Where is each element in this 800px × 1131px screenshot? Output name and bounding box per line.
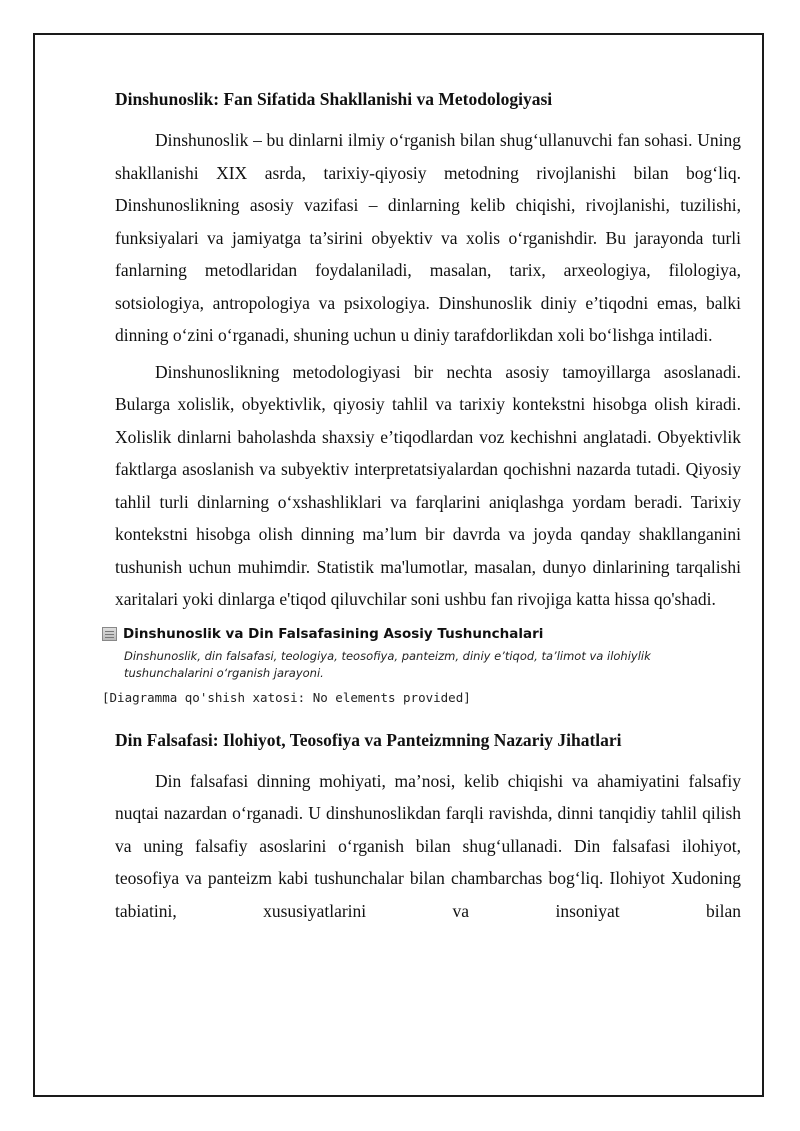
- diagram-icon: [102, 627, 117, 641]
- section2-paragraph-1: Din falsafasi dinning mohiyati, ma’nosi, kelib chiqishi va ahamiyatini falsafiy nuqtai nazardan o‘rganadi. U dinshunoslikdan farqli ravishda, dinni tanqidiy tahlil qilish va uning falsafiy asoslarini o‘rganish bilan shug‘ullanadi. Din falsafasi ilohiyot, teosofiya va panteizm kabi tushunchalar bilan chambarchas bog‘liq. Ilohiyot Xudoning tabiatini, xususiyatlarini va insoniyat bilan: [115, 770, 741, 921]
- diagram-description: Dinshunoslik, din falsafasi, teologiya, teosofiya, panteizm, diniy e’tiqod, ta’limot va ilohiylik tushunchalarini o‘rganish jarayoni.: [124, 648, 651, 680]
- section1-heading: Dinshunoslik: Fan Sifatida Shakllanishi va Metodologiyasi: [115, 89, 553, 109]
- document-content: [102, 88, 741, 931]
- section1-paragraph-1: Dinshunoslik – bu dinlarni ilmiy o‘rganish bilan shug‘ullanuvchi fan sohasi. Uning shakllanishi XIX asrda, tarixiy-qiyosiy metodning rivojlanishi bilan bog‘liq. Dinshunoslikning asosiy vazifasi – dinlarning kelib chiqishi, rivojlanishi, tuzilishi, funksiyalari va jamiyatga ta’sirini obyektiv va xolis o‘rganishdir. Bu jarayonda turli fanlarning metodlaridan foydalaniladi, masalan, tarix, arxeologiya, filologiya, sotsiologiya, antropologiya va psixologiya. Dinshunoslik diniy e’tiqodni emas, balki dinning o‘zini o‘rganadi, shuning uchun u diniy tarafdorlikdan xoli bo‘lishga intiladi.: [115, 130, 741, 345]
- section1-paragraph-2: Dinshunoslikning metodologiyasi bir nechta asosiy tamoyillarga asoslanadi. Bularga xolislik, obyektivlik, qiyosiy tahlil va tarixiy kontekstni hisobga olish kiradi. Xolislik dinlarni baholashda shaxsiy e’tiqodlardan voz kechishni anglatadi. Obyektivlik faktlarga asoslanish va subyektiv interpretatsiyalardan qochishni nazarda tutadi. Qiyosiy tahlil turli dinlarning o‘xshashliklari va farqlarini aniqlashga yordam beradi. Tarixiy kontekstni hisobga olish dinning ma’lum bir davrda va joyda qanday shakllanganini tushunish uchun muhimdir. Statistik ma'lumotlar, masalan, dunyo dinlarining tarqalishi xaritalari yoki dinlarga e'tiqod qiluvchilar soni ushbu fan rivojiga katta hissa qo'shadi.: [115, 361, 741, 609]
- diagram-block: [102, 624, 741, 705]
- section2: [115, 729, 741, 928]
- diagram-error-message: [Diagramma qo'shish xatosi: No elements provided]: [102, 689, 471, 705]
- diagram-title-row: [102, 624, 741, 644]
- diagram-title: Dinshunoslik va Din Falsafasining Asosiy Tushunchalari: [123, 625, 544, 642]
- section2-heading: Din Falsafasi: Ilohiyot, Teosofiya va Panteizmning Nazariy Jihatlari: [115, 729, 622, 750]
